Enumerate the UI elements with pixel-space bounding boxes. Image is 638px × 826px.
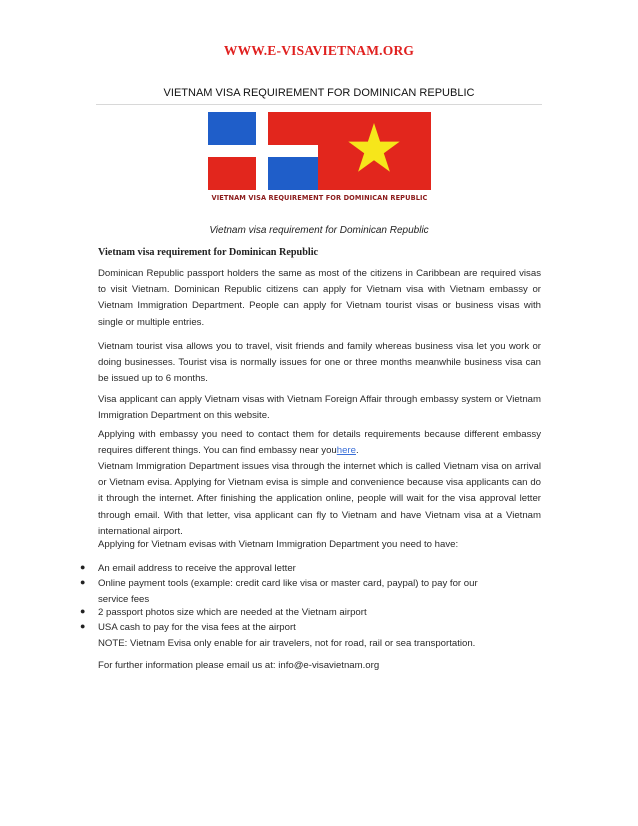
paragraph-4 [98,427,541,459]
list-item: 2 passport photos size which are needed at the Vietnam airport [98,607,367,618]
title-divider [96,104,542,105]
page-title: VIETNAM VISA REQUIREMENT FOR DOMINICAN REPUBLIC [163,87,475,99]
dr-flag-red-bottom-left [208,157,256,190]
site-name: WWW.E-VISAVIETNAM.ORG [223,43,415,58]
paragraph-4-text: Applying with embassy you need to contact them for details requirements because different embassy requires different things. You can find embassy near you [98,429,541,457]
paragraph-5: Vietnam Immigration Department issues visa through the internet which is called Vietnam visa on arrival or Vietnam evisa. Applying for Vietnam evisa is simple and convenience because visa applicants can do it through the internet. After finishing the application online, people will wait for the visa approval letter through email. With that letter, visa applicant can fly to Vietnam and have Vietnam visa at a Vietnam international airport. [98,461,541,537]
flag-image [208,112,431,190]
bullet-icon: ● [80,606,86,616]
list-item: An email address to receive the approval letter [98,563,296,574]
bullet-icon: ● [80,562,86,572]
paragraph-1: Dominican Republic passport holders the same as most of the citizens in Caribbean are required visas to visit Vietnam. Dominican Republic citizens can apply for Vietnam visa with Vietnam embassy or Vietnam Immigration Department. People can apply for Vietnam tourist visas or business visas with single or multiple entries. [98,268,541,328]
note-text: NOTE: Vietnam Evisa only enable for air travelers, not for road, rail or sea transportation. [98,638,476,649]
paragraph-3: Visa applicant can apply Vietnam visas with Vietnam Foreign Affair through embassy system or Vietnam Immigration Department on this website. [98,394,541,422]
dr-flag-red-top-right [268,112,318,145]
list-item: Online payment tools (example: credit card like visa or master card, paypal) to pay for our [98,578,478,589]
article-heading: Vietnam visa requirement for Dominican Republic [98,247,319,258]
dr-flag-blue-top-left [208,112,256,145]
paragraph-4-end: . [355,445,359,457]
contact-text: For further information please email us at: info@e-visavietnam.org [98,660,380,671]
embassy-here-link[interactable]: here [336,445,356,457]
paragraph-6: Applying for Vietnam evisas with Vietnam Immigration Department you need to have: [98,539,459,550]
bullet-icon: ● [80,577,86,587]
list-item-continuation: service fees [98,594,150,605]
dr-flag-blue-bottom-right [268,157,318,190]
figure-caption: Vietnam visa requirement for Dominican Republic [209,225,429,236]
flag-banner: VIETNAM VISA REQUIREMENT FOR DOMINICAN REPUBLIC [211,194,428,202]
list-item: USA cash to pay for the visa fees at the airport [98,622,296,633]
paragraph-2: Vietnam tourist visa allows you to travel, visit friends and family whereas business visa let you work or doing businesses. Tourist visa is normally issues for one or three months meanwhile business visa can be issued up to 6 months. [98,341,541,385]
bullet-icon: ● [80,621,86,631]
